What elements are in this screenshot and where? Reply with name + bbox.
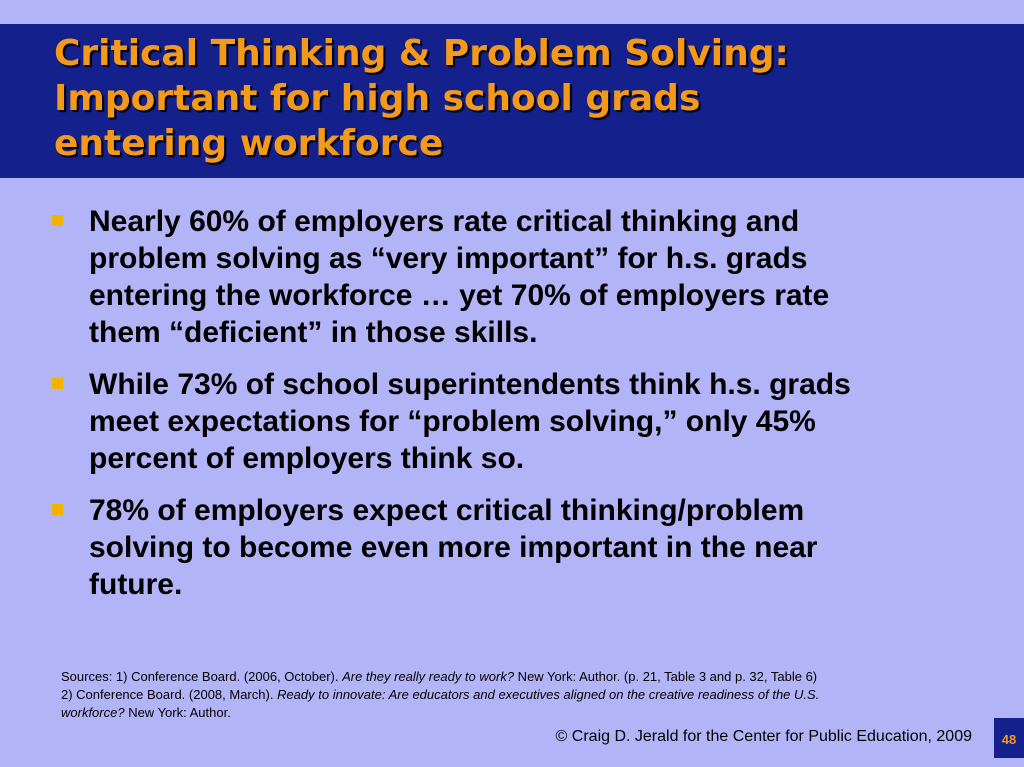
bullet-line: future. bbox=[89, 568, 183, 601]
bullet-list bbox=[48, 203, 978, 618]
bullet-line: percent of employers think so. bbox=[89, 442, 525, 475]
bullet-text bbox=[89, 203, 978, 351]
bullet-line: While 73% of school superintendents think h.s. grads bbox=[89, 368, 851, 401]
bullet-item-3 bbox=[48, 492, 978, 603]
page-number: 48 bbox=[1001, 732, 1017, 747]
bullet-line: solving to become even more important in the near bbox=[89, 531, 818, 564]
bullet-line: them “deficient” in those skills. bbox=[89, 316, 538, 349]
source-text: New York: Author. bbox=[124, 705, 231, 720]
title-line-2: Important for high school grads bbox=[54, 78, 701, 119]
source-line-1 bbox=[61, 668, 961, 686]
source-title-italic: Ready to innovate: Are educators and executives aligned on the creative readiness of the U.S. bbox=[277, 687, 820, 702]
bullet-item-1 bbox=[48, 203, 978, 351]
source-text: 2) Conference Board. (2008, March). bbox=[61, 687, 278, 702]
source-text: Sources: 1) Conference Board. (2006, October). bbox=[61, 669, 343, 684]
bullet-text bbox=[89, 366, 978, 477]
source-title-italic: workforce? bbox=[61, 705, 125, 720]
bullet-line: meet expectations for “problem solving,” only 45% bbox=[89, 405, 816, 438]
source-text: New York: Author. (p. 21, Table 3 and p. 32, Table 6) bbox=[514, 669, 818, 684]
square-bullet-icon bbox=[52, 215, 63, 226]
bullet-text bbox=[89, 492, 978, 603]
bullet-line: entering the workforce … yet 70% of employers rate bbox=[89, 279, 830, 312]
bullet-line: Nearly 60% of employers rate critical thinking and bbox=[89, 205, 800, 238]
square-bullet-icon bbox=[52, 378, 63, 389]
bullet-line: 78% of employers expect critical thinking/problem bbox=[89, 494, 805, 527]
page-number-badge bbox=[994, 718, 1024, 758]
slide-title bbox=[54, 31, 1004, 166]
bullet-line: problem solving as “very important” for h.s. grads bbox=[89, 242, 808, 275]
title-line-3: entering workforce bbox=[54, 123, 444, 164]
source-title-italic: Are they really ready to work? bbox=[342, 669, 515, 684]
sources-citation bbox=[61, 668, 961, 722]
top-strip bbox=[0, 0, 1024, 24]
source-line-2 bbox=[61, 686, 961, 704]
copyright-notice: © Craig D. Jerald for the Center for Public Education, 2009 bbox=[555, 728, 972, 745]
title-line-1: Critical Thinking & Problem Solving: bbox=[54, 33, 789, 74]
bullet-item-2 bbox=[48, 366, 978, 477]
square-bullet-icon bbox=[52, 504, 63, 515]
source-line-3 bbox=[61, 704, 961, 722]
